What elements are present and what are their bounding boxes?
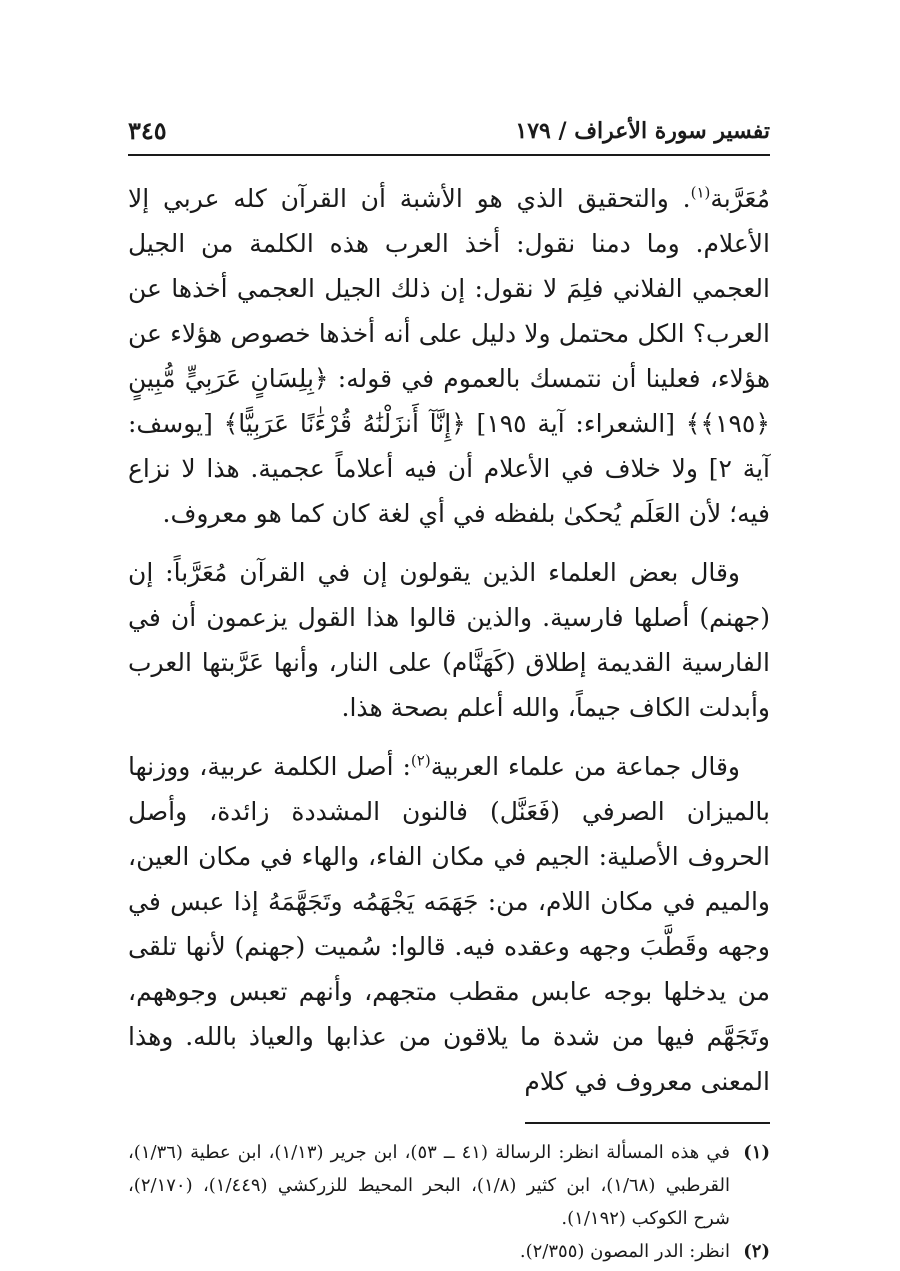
running-title: تفسير سورة الأعراف / ١٧٩ (515, 118, 770, 144)
footnote-text: انظر: الدر المصون (٢/٣٥٥). (519, 1241, 730, 1262)
paragraph-text: وقال بعض العلماء الذين يقولون إن في القرآن مُعَرَّباً: إن (جهنم) أصلها فارسية. والذين قالوا هذا القول يزعمون أن في الفارسية القديمة إطلاق (كَهَنَّام) على النار، وأنها عَرَّبتها العرب وأبدلت الكاف جيماً، والله أعلم بصحة هذا. (128, 558, 770, 722)
paragraph-text-continued: . والتحقيق الذي هو الأشبة أن القرآن كله عربي إلا الأعلام. وما دمنا نقول: أخذ العرب هذه الكلمة من الجيل العجمي الفلاني فلِمَ لا نقول: إن ذلك الجيل العجمي أخذها عن العرب؟ الكل محتمل ولا دليل على أنه أخذها خصوص هؤلاء عن هؤلاء، فعلينا أن نتمسك بالعموم في قوله: ﴿بِلِسَانٍ عَرَبِيٍّ مُّبِينٍ ﴿١٩٥﴾﴾ [الشعراء: آية ١٩٥] ﴿إِنَّآ أَنزَلْنَٰهُ قُرْءَٰنًا عَرَبِيًّا﴾ [يوسف: آية ٢] ولا خلاف في الأعلام أن فيه أعلاماً عجمية. هذا لا نزاع فيه؛ لأن العَلَم يُحكىٰ بلفظه في أي لغة كان كما هو معروف. (128, 184, 770, 528)
main-text (128, 176, 770, 1104)
footnote-number: (٢) (743, 1241, 770, 1262)
footnote-ref: (١) (690, 183, 711, 202)
footnote (128, 1136, 770, 1235)
paragraph (128, 744, 770, 1104)
paragraph (128, 176, 770, 536)
footnote-text: في هذه المسألة انظر: الرسالة (٤١ ــ ٥٣)، ابن جرير (١/١٣)، ابن عطية (١/٣٦)، القرطبي (١/٦٨)، ابن كثير (١/٨)، البحر المحيط للزركشي (١/٤٤٩)، (٢/١٧٠)، شرح الكوكب (١/١٩٢). (128, 1142, 730, 1229)
footnote-number: (١) (743, 1142, 770, 1163)
paragraph-text: مُعَرَّبة (710, 184, 770, 213)
paragraph-text: وقال جماعة من علماء العربية (430, 752, 740, 781)
footnote (128, 1235, 770, 1268)
footnote-ref: (٢) (410, 751, 431, 770)
page-number: ٣٤٥ (128, 116, 167, 145)
book-page (128, 110, 770, 1262)
page-header (128, 110, 770, 156)
paragraph (128, 550, 770, 730)
footnotes (128, 1136, 770, 1268)
footnote-separator (525, 1122, 770, 1124)
paragraph-text-continued: : أصل الكلمة عربية، ووزنها بالميزان الصرفي (فَعَنَّل) فالنون المشددة زائدة، وأصل الحروف الأصلية: الجيم في مكان الفاء، والهاء في مكان العين، والميم في مكان اللام، من: جَهَمَه يَجْهَمُه وتَجَهَّمَهُ إذا عبس في وجهه وقَطَّبَ وجهه وعقده فيه. قالوا: سُميت (جهنم) لأنها تلقى من يدخلها بوجه عابس مقطب متجهم، وأنهم تعبس وجوههم، وتَجَهَّم فيها من شدة ما يلاقون من عذابها والعياذ بالله. وهذا المعنى معروف في كلام (128, 752, 770, 1096)
